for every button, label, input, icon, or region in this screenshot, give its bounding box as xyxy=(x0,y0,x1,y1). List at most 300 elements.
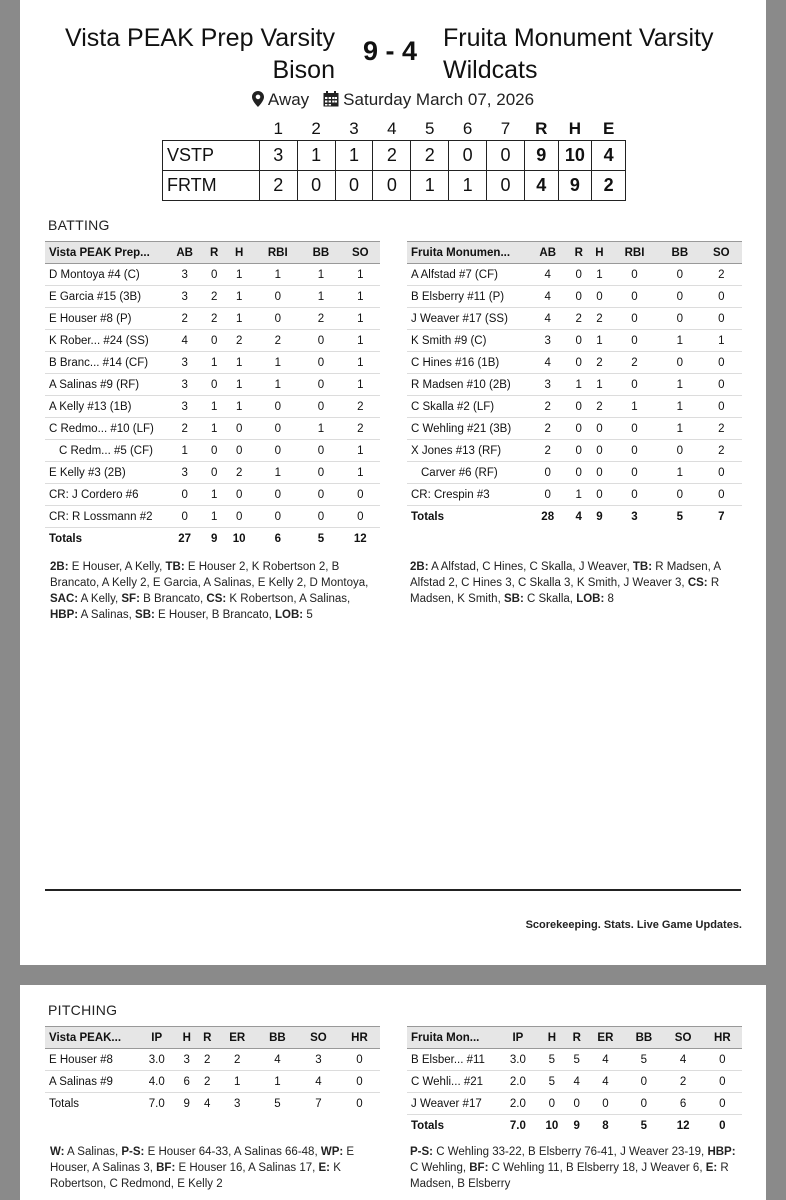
inning-runs: 2 xyxy=(259,170,297,200)
note-label: TB: xyxy=(632,561,653,573)
total-errors: 2 xyxy=(592,170,626,200)
stat-cell: 0 xyxy=(224,440,254,462)
stat-column-header: RBI xyxy=(610,242,659,264)
note-text: C Wehling, xyxy=(410,1162,470,1174)
stat-cell: 2 xyxy=(589,396,610,418)
stat-cell: 1 xyxy=(204,506,224,528)
totals-cell: 12 xyxy=(676,1119,690,1132)
away-batting-notes xyxy=(410,559,745,607)
stat-cell: 0 xyxy=(701,308,742,330)
stat-cell: 0 xyxy=(659,352,700,374)
stat-cell: 0 xyxy=(659,308,700,330)
note-text: 5 xyxy=(303,609,313,621)
note-label: SB: xyxy=(503,593,524,605)
stat-cell: 0 xyxy=(624,1093,663,1115)
stat-cell: 1 xyxy=(204,396,224,418)
player-row xyxy=(45,396,380,418)
totals-cell: 9 xyxy=(183,1097,190,1110)
stat-cell: 0 xyxy=(301,330,340,352)
stat-cell: 0 xyxy=(204,374,224,396)
stat-cell: 0 xyxy=(527,484,568,506)
stat-cell: 0 xyxy=(537,1093,567,1115)
note-text: E Houser, A Kelly, xyxy=(68,561,166,573)
note-label: CS: xyxy=(687,577,708,589)
player-row xyxy=(45,506,380,528)
inning-runs: 0 xyxy=(335,170,373,200)
inning-header: 2 xyxy=(311,118,321,138)
totals-cell: 8 xyxy=(602,1119,609,1132)
stat-cell: 1 xyxy=(224,308,254,330)
stat-header-row xyxy=(45,1027,380,1049)
player-row xyxy=(407,462,742,484)
stat-cell: 1 xyxy=(341,462,380,484)
stat-cell: 0 xyxy=(610,484,659,506)
stat-header-row xyxy=(45,242,380,264)
note-text: C Skalla, xyxy=(523,593,577,605)
note-label: BF: xyxy=(469,1162,489,1174)
stat-cell: 0 xyxy=(301,374,340,396)
stat-cell: 3 xyxy=(165,462,204,484)
totals-cell: 7.0 xyxy=(509,1119,526,1132)
stat-cell: 3 xyxy=(527,374,568,396)
totals-cell: 5 xyxy=(640,1119,648,1132)
stat-cell: 5 xyxy=(537,1049,567,1071)
stat-cell: 2 xyxy=(341,396,380,418)
stat-cell: 1 xyxy=(341,352,380,374)
stat-cell: 0 xyxy=(703,1093,742,1115)
stat-cell: 5 xyxy=(567,1049,587,1071)
inning-header: 5 xyxy=(425,118,435,138)
stat-cell: 1 xyxy=(341,330,380,352)
stat-cell: 5 xyxy=(624,1049,663,1071)
player-name: A Salinas #9 (RF) xyxy=(45,374,165,396)
inning-runs: 0 xyxy=(487,140,525,170)
totals-label: Totals xyxy=(49,532,83,545)
inning-runs: 0 xyxy=(487,170,525,200)
stat-cell: 0 xyxy=(204,330,224,352)
totals-cell: 5 xyxy=(676,510,684,523)
stat-cell: 1 xyxy=(341,374,380,396)
player-name: C Wehli... #21 xyxy=(407,1071,499,1093)
stat-cell: 0 xyxy=(339,1071,380,1093)
stat-cell: 0 xyxy=(254,484,301,506)
stat-cell: 2 xyxy=(217,1049,256,1071)
note-label: SAC: xyxy=(50,593,79,605)
stat-cell: 2 xyxy=(589,308,610,330)
stat-cell: 4 xyxy=(663,1049,702,1071)
stat-cell: 0 xyxy=(624,1071,663,1093)
stat-cell: 0 xyxy=(610,308,659,330)
stat-cell: 0 xyxy=(568,396,589,418)
player-row xyxy=(45,374,380,396)
stat-cell: 0 xyxy=(301,506,340,528)
stat-header-row xyxy=(407,1027,742,1049)
player-row xyxy=(407,286,742,308)
stat-cell: 1 xyxy=(659,418,700,440)
note-label: HBP: xyxy=(707,1146,736,1158)
game-meta xyxy=(20,90,766,112)
player-name: E Houser #8 (P) xyxy=(45,308,165,330)
away-batting-table xyxy=(407,241,742,528)
stat-column-header: BB xyxy=(257,1027,298,1049)
team-column-header: Vista PEAK Prep... xyxy=(45,242,165,264)
map-pin-icon xyxy=(252,91,264,112)
player-row xyxy=(407,264,742,286)
stat-cell: 1 xyxy=(659,330,700,352)
stat-cell: 2 xyxy=(341,418,380,440)
stat-cell: 1 xyxy=(165,440,204,462)
stat-cell: 2 xyxy=(204,308,224,330)
stat-cell: 0 xyxy=(610,440,659,462)
stat-column-header: SO xyxy=(701,242,742,264)
stat-cell: 0 xyxy=(659,286,700,308)
stat-cell: 0 xyxy=(341,484,380,506)
stat-cell: 2 xyxy=(197,1049,218,1071)
box-score-page-1 xyxy=(20,0,766,965)
stat-cell: 2 xyxy=(224,462,254,484)
total-errors: 4 xyxy=(592,140,626,170)
away-pitching-notes xyxy=(410,1144,745,1192)
stat-column-header: SO xyxy=(663,1027,702,1049)
player-name: CR: R Lossmann #2 xyxy=(45,506,165,528)
inning-runs: 1 xyxy=(411,170,449,200)
stat-cell: 1 xyxy=(659,374,700,396)
stat-cell: 1 xyxy=(204,418,224,440)
totals-cell: 9 xyxy=(596,510,603,523)
stat-cell: 0 xyxy=(301,484,340,506)
stat-cell: 1 xyxy=(254,264,301,286)
stat-cell: 1 xyxy=(224,286,254,308)
stat-cell: 0 xyxy=(610,418,659,440)
home-team-name: Vista PEAK Prep Varsity Bison xyxy=(64,24,335,84)
stat-cell: 0 xyxy=(589,462,610,484)
stat-cell: 0 xyxy=(589,286,610,308)
player-row xyxy=(407,484,742,506)
inning-runs: 1 xyxy=(335,140,373,170)
stat-column-header: SO xyxy=(298,1027,339,1049)
total-runs: 9 xyxy=(524,140,558,170)
note-label: WP: xyxy=(320,1146,344,1158)
stat-cell: 2 xyxy=(527,440,568,462)
stat-cell: 4 xyxy=(527,352,568,374)
player-name: X Jones #13 (RF) xyxy=(407,440,527,462)
player-row xyxy=(407,396,742,418)
totals-label: Totals xyxy=(411,510,445,523)
player-name: K Smith #9 (C) xyxy=(407,330,527,352)
stat-cell: 0 xyxy=(254,308,301,330)
team-abbr: FRTM xyxy=(163,170,260,200)
home-pitching-notes xyxy=(50,1144,380,1192)
note-text: E Houser 64-33, A Salinas 66-48, xyxy=(144,1146,321,1158)
inning-header: 1 xyxy=(273,118,283,138)
stat-cell: 3 xyxy=(165,352,204,374)
stat-cell: 6 xyxy=(176,1071,197,1093)
stat-cell: 4 xyxy=(587,1071,625,1093)
total-runs: 4 xyxy=(524,170,558,200)
player-name: C Redmo... #10 (LF) xyxy=(45,418,165,440)
player-row xyxy=(407,1049,742,1071)
stat-cell: 0 xyxy=(224,506,254,528)
stat-cell: 0 xyxy=(204,264,224,286)
stat-cell: 1 xyxy=(224,352,254,374)
stat-cell: 2.0 xyxy=(499,1071,537,1093)
note-text: C Wehling 11, B Elsberry 18, J Weaver 6, xyxy=(488,1162,706,1174)
stat-cell: 2 xyxy=(527,418,568,440)
stat-cell: 0 xyxy=(701,396,742,418)
stat-cell: 0 xyxy=(587,1093,625,1115)
home-pitching-table xyxy=(45,1026,380,1115)
note-text: E Houser 2, K Robertson 2, B Brancato, A Kelly 2, E Garcia, A Salinas, E Kelly 2, D Montoya, xyxy=(50,561,369,589)
stat-cell: 2 xyxy=(197,1071,218,1093)
note-text: K Robertson, A Salinas, xyxy=(226,593,351,605)
stat-cell: 0 xyxy=(568,462,589,484)
totals-row xyxy=(45,1093,380,1115)
totals-cell: 0 xyxy=(356,1097,363,1110)
totals-cell: 9 xyxy=(210,532,218,545)
note-text: R Madsen, B Elsberry xyxy=(410,1162,729,1190)
stat-cell: 0 xyxy=(567,1093,587,1115)
stat-cell: 1 xyxy=(701,330,742,352)
stat-cell: 2.0 xyxy=(499,1093,537,1115)
stat-cell: 0 xyxy=(610,264,659,286)
inning-runs: 0 xyxy=(373,170,411,200)
totals-row xyxy=(45,528,380,550)
stat-cell: 1 xyxy=(589,330,610,352)
stat-cell: 3 xyxy=(527,330,568,352)
note-text: E Houser, A Salinas 3, xyxy=(50,1146,355,1174)
player-row xyxy=(407,374,742,396)
player-name: J Weaver #17 xyxy=(407,1093,499,1115)
stat-cell: 1 xyxy=(341,440,380,462)
player-row xyxy=(45,440,380,462)
stat-cell: 0 xyxy=(568,264,589,286)
stat-cell: 0 xyxy=(589,440,610,462)
stat-column-header: RBI xyxy=(254,242,301,264)
stat-cell: 0 xyxy=(589,418,610,440)
stat-cell: 3 xyxy=(165,264,204,286)
stat-cell: 2 xyxy=(204,286,224,308)
totals-label: Totals xyxy=(49,1097,80,1110)
player-name: CR: J Cordero #6 xyxy=(45,484,165,506)
stat-cell: 0 xyxy=(589,484,610,506)
stat-cell: 0 xyxy=(659,440,700,462)
stat-cell: 1 xyxy=(204,352,224,374)
note-label: TB: xyxy=(165,561,185,573)
player-row xyxy=(407,418,742,440)
stat-column-header: BB xyxy=(624,1027,663,1049)
totals-row xyxy=(407,506,742,528)
stat-cell: 1 xyxy=(589,374,610,396)
stat-cell: 2 xyxy=(224,330,254,352)
stat-cell: 0 xyxy=(701,352,742,374)
note-label: SB: xyxy=(135,609,155,621)
stat-cell: 0 xyxy=(568,352,589,374)
totals-cell: 0 xyxy=(719,1119,726,1132)
player-row xyxy=(45,1049,380,1071)
inning-runs: 1 xyxy=(297,140,335,170)
page-divider xyxy=(45,889,741,891)
note-text: R Madsen, K Smith, xyxy=(410,577,720,605)
runs-header: R xyxy=(535,118,548,138)
totals-label: Totals xyxy=(411,1119,445,1132)
stat-cell: 1 xyxy=(568,374,589,396)
note-text: 8 xyxy=(604,593,614,605)
team-column-header: Fruita Mon... xyxy=(407,1027,499,1049)
inning-header: 6 xyxy=(462,118,473,138)
totals-cell: 4 xyxy=(204,1097,211,1110)
stat-cell: 2 xyxy=(165,308,204,330)
player-row xyxy=(45,484,380,506)
stat-cell: 0 xyxy=(610,330,659,352)
stat-column-header: H xyxy=(589,242,610,264)
player-row xyxy=(45,1071,380,1093)
player-row xyxy=(407,1093,742,1115)
player-name: B Elsber... #11 xyxy=(407,1049,499,1071)
inning-header: 7 xyxy=(500,118,511,138)
totals-cell: 7.0 xyxy=(148,1097,165,1110)
note-label: E: xyxy=(705,1162,718,1174)
stat-column-header: H xyxy=(537,1027,567,1049)
stat-cell: 2 xyxy=(589,352,610,374)
stat-cell: 0 xyxy=(703,1071,742,1093)
player-row xyxy=(407,330,742,352)
note-text: R Madsen, A Alfstad 2, C Hines 3, C Skalla 3, K Smith, J Weaver 3, xyxy=(410,561,721,589)
stat-cell: 4 xyxy=(165,330,204,352)
note-label: CS: xyxy=(206,593,227,605)
note-label: P-S: xyxy=(410,1146,433,1158)
stat-cell: 2 xyxy=(701,264,742,286)
player-row xyxy=(45,330,380,352)
totals-cell: 4 xyxy=(575,510,582,523)
stat-column-header: BB xyxy=(659,242,700,264)
stat-cell: 2 xyxy=(254,330,301,352)
stat-header-row xyxy=(407,242,742,264)
stat-cell: 0 xyxy=(701,374,742,396)
totals-cell: 10 xyxy=(232,532,246,545)
note-text: E Houser, B Brancato, xyxy=(154,609,276,621)
inning-header: 3 xyxy=(349,118,359,138)
stat-column-header: HR xyxy=(703,1027,742,1049)
total-hits: 9 xyxy=(558,170,592,200)
team-column-header: Fruita Monumen... xyxy=(407,242,527,264)
stat-cell: 0 xyxy=(301,396,340,418)
stat-cell: 1 xyxy=(217,1071,256,1093)
player-name: A Alfstad #7 (CF) xyxy=(407,264,527,286)
stat-cell: 0 xyxy=(341,506,380,528)
player-name: C Hines #16 (1B) xyxy=(407,352,527,374)
note-label: 2B: xyxy=(410,561,429,573)
stat-cell: 4.0 xyxy=(137,1071,176,1093)
stat-cell: 1 xyxy=(224,374,254,396)
inning-runs: 2 xyxy=(411,140,449,170)
totals-cell: 12 xyxy=(353,532,367,545)
player-row xyxy=(407,308,742,330)
stat-cell: 3 xyxy=(298,1049,339,1071)
stat-cell: 0 xyxy=(701,484,742,506)
stat-cell: 1 xyxy=(659,396,700,418)
totals-cell: 7 xyxy=(315,1097,322,1110)
stat-cell: 0 xyxy=(254,286,301,308)
batting-section-title: BATTING xyxy=(48,217,110,233)
stat-cell: 0 xyxy=(301,462,340,484)
stat-cell: 2 xyxy=(568,308,589,330)
calendar-icon xyxy=(323,91,339,112)
totals-cell: 5 xyxy=(274,1097,281,1110)
stat-cell: 3 xyxy=(165,396,204,418)
errors-header: E xyxy=(602,118,615,138)
stat-cell: 3 xyxy=(165,286,204,308)
player-row xyxy=(45,286,380,308)
team-abbr: VSTP xyxy=(163,140,260,170)
stat-column-header: HR xyxy=(339,1027,380,1049)
note-label: P-S: xyxy=(121,1146,145,1158)
stat-cell: 0 xyxy=(301,352,340,374)
stat-cell: 0 xyxy=(527,462,568,484)
totals-cell: 3 xyxy=(233,1097,241,1110)
stat-column-header: R xyxy=(204,242,224,264)
stat-column-header: H xyxy=(224,242,254,264)
stat-cell: 0 xyxy=(254,506,301,528)
stat-cell: 0 xyxy=(254,440,301,462)
home-batting-table xyxy=(45,241,380,550)
player-row xyxy=(45,352,380,374)
stat-cell: 0 xyxy=(701,286,742,308)
player-name: C Redm... #5 (CF) xyxy=(45,440,165,462)
player-row xyxy=(407,1071,742,1093)
stat-column-header: R xyxy=(567,1027,587,1049)
inning-header: 4 xyxy=(387,118,397,138)
player-row xyxy=(45,308,380,330)
stat-cell: 4 xyxy=(257,1049,298,1071)
player-name: CR: Crespin #3 xyxy=(407,484,527,506)
player-name: D Montoya #4 (C) xyxy=(45,264,165,286)
stat-cell: 1 xyxy=(301,264,340,286)
player-name: K Rober... #24 (SS) xyxy=(45,330,165,352)
totals-cell: 3 xyxy=(631,510,638,523)
stat-cell: 1 xyxy=(224,396,254,418)
note-label: SF: xyxy=(121,593,140,605)
box-score-page-2 xyxy=(20,985,766,1200)
note-label: LOB: xyxy=(576,593,605,605)
player-name: R Madsen #10 (2B) xyxy=(407,374,527,396)
stat-column-header: BB xyxy=(301,242,340,264)
line-score-header xyxy=(163,118,626,140)
line-score xyxy=(162,118,626,201)
note-label: BF: xyxy=(156,1162,176,1174)
away-pitching-table xyxy=(407,1026,742,1137)
totals-cell: 10 xyxy=(545,1119,559,1132)
stat-cell: 4 xyxy=(587,1049,625,1071)
stat-cell: 4 xyxy=(567,1071,587,1093)
stat-cell: 3.0 xyxy=(137,1049,176,1071)
stat-cell: 1 xyxy=(341,286,380,308)
player-name: B Elsberry #11 (P) xyxy=(407,286,527,308)
stat-cell: 0 xyxy=(610,374,659,396)
player-name: B Branc... #14 (CF) xyxy=(45,352,165,374)
stat-cell: 1 xyxy=(610,396,659,418)
stat-cell: 0 xyxy=(610,286,659,308)
player-name: A Salinas #9 xyxy=(45,1071,137,1093)
team-column-header: Vista PEAK... xyxy=(45,1027,137,1049)
player-row xyxy=(45,462,380,484)
stat-cell: 0 xyxy=(254,418,301,440)
stat-cell: 0 xyxy=(204,462,224,484)
stat-cell: 0 xyxy=(610,462,659,484)
note-label: 2B: xyxy=(50,561,69,573)
stat-cell: 1 xyxy=(659,462,700,484)
player-name: E Kelly #3 (2B) xyxy=(45,462,165,484)
stat-cell: 0 xyxy=(301,440,340,462)
